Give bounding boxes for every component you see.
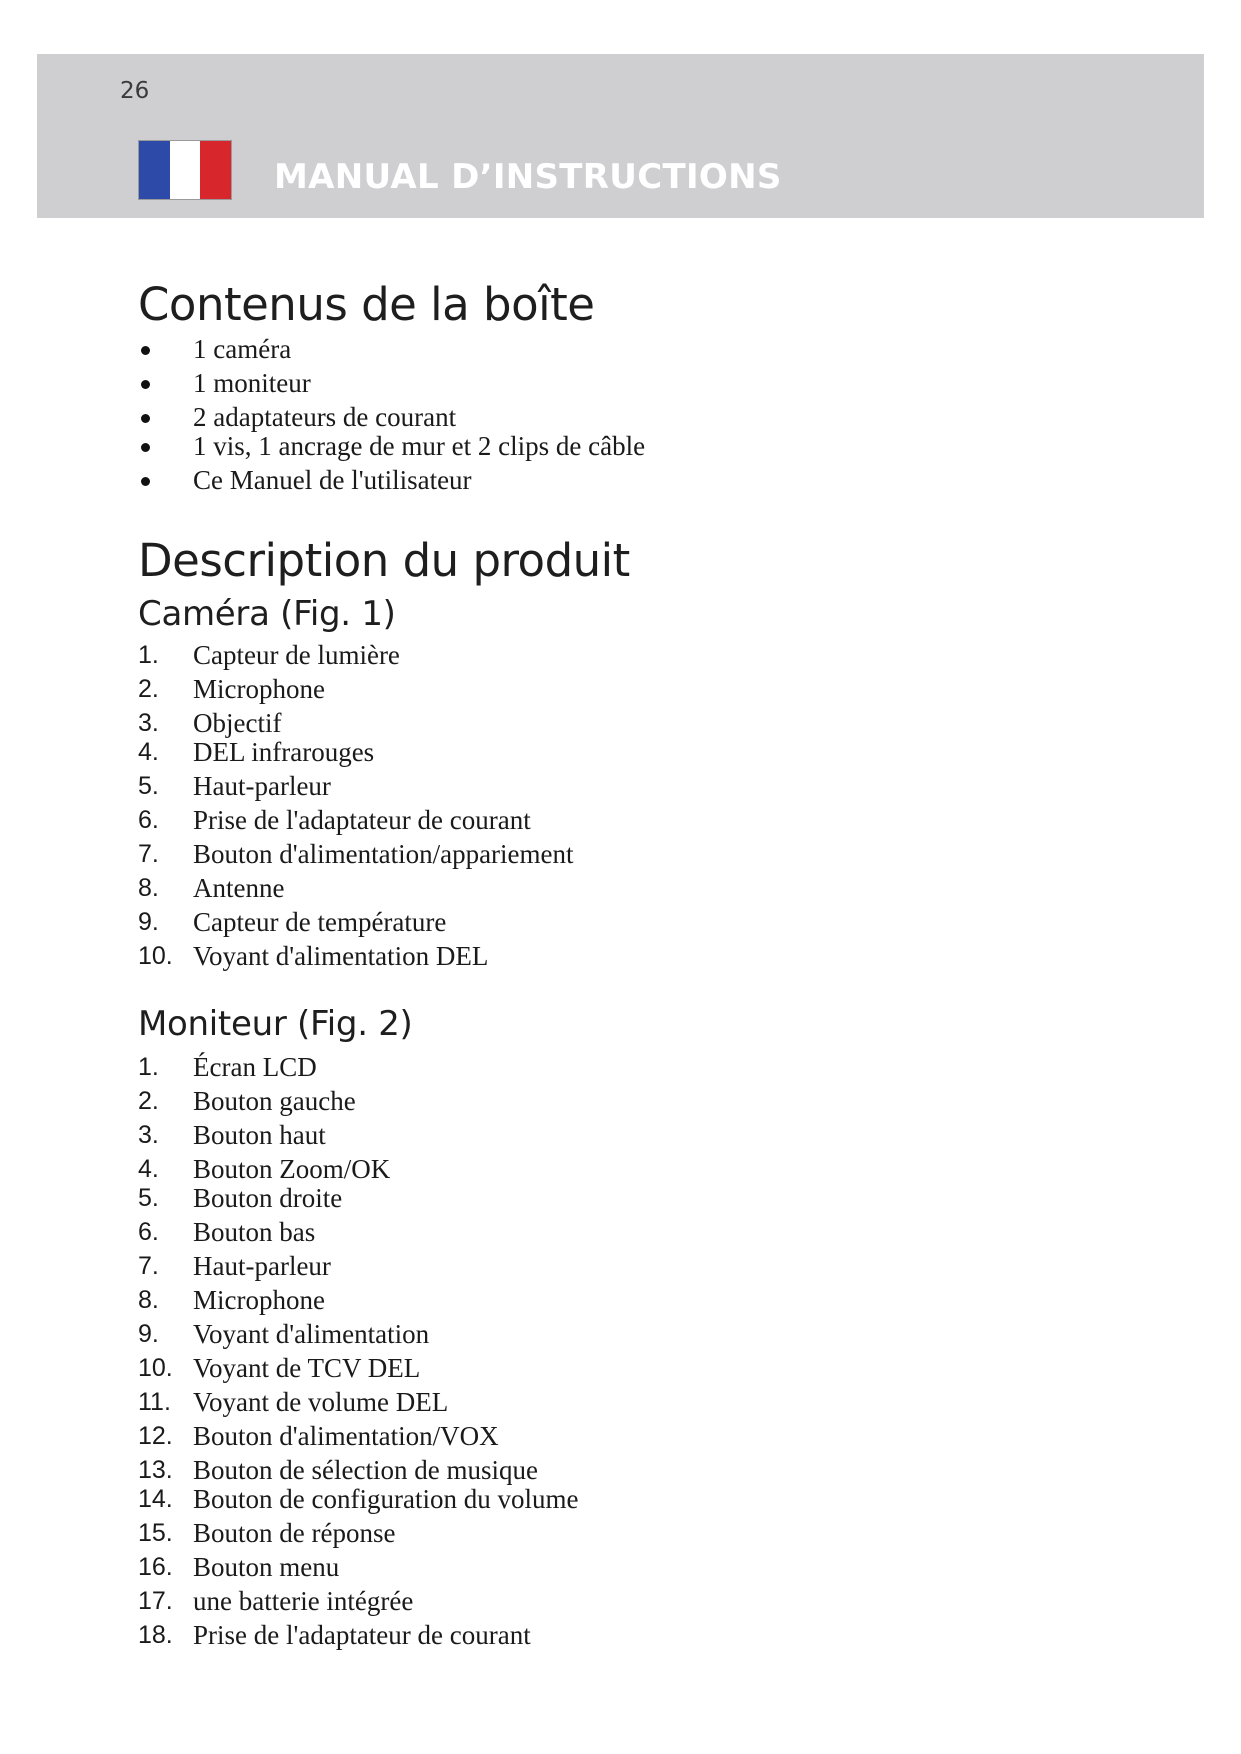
list-item-text: Haut-parleur xyxy=(193,771,331,801)
box-item-text: 2 adaptateurs de courant xyxy=(193,402,457,432)
list-item-number: 5. xyxy=(138,772,159,800)
bullet-icon xyxy=(141,414,150,423)
box-contents-heading: Contenus de la boîte xyxy=(138,278,595,331)
monitor-heading: Moniteur (Fig. 2) xyxy=(138,1004,413,1044)
list-item-text: Capteur de lumière xyxy=(193,640,400,670)
list-item-text: Prise de l'adaptateur de courant xyxy=(193,1620,531,1650)
list-item-text: une batterie intégrée xyxy=(193,1586,414,1616)
bullet-icon xyxy=(141,346,150,355)
bullet-icon xyxy=(141,477,150,486)
list-item-text: DEL infrarouges xyxy=(193,737,375,767)
list-item-text: Voyant de TCV DEL xyxy=(193,1353,421,1383)
box-item-text: Ce Manuel de l'utilisateur xyxy=(193,465,472,495)
bullet-icon xyxy=(141,380,150,389)
manual-title: MANUAL D’INSTRUCTIONS xyxy=(274,157,782,197)
box-item-text: 1 vis, 1 ancrage de mur et 2 clips de câble xyxy=(193,431,646,461)
flag-stripe-red xyxy=(200,141,231,199)
list-item-text: Bouton haut xyxy=(193,1120,326,1150)
list-item-number: 3. xyxy=(138,1121,159,1149)
list-item-text: Bouton de configuration du volume xyxy=(193,1484,579,1514)
list-item-number: 6. xyxy=(138,1218,159,1246)
list-item-number: 4. xyxy=(138,738,159,766)
list-item-number: 15. xyxy=(138,1519,173,1547)
list-item-number: 8. xyxy=(138,874,159,902)
list-item-text: Objectif xyxy=(193,708,282,738)
list-item-number: 8. xyxy=(138,1286,159,1314)
list-item-number: 6. xyxy=(138,806,159,834)
bullet-icon xyxy=(141,443,150,452)
list-item-number: 14. xyxy=(138,1485,173,1513)
list-item-number: 4. xyxy=(138,1155,159,1183)
list-item-number: 7. xyxy=(138,1252,159,1280)
list-item-number: 11. xyxy=(138,1388,171,1416)
list-item-text: Voyant d'alimentation xyxy=(193,1319,430,1349)
list-item-text: Haut-parleur xyxy=(193,1251,331,1281)
box-item-text: 1 moniteur xyxy=(193,368,311,398)
list-item-text: Bouton d'alimentation/appariement xyxy=(193,839,574,869)
list-item-text: Prise de l'adaptateur de courant xyxy=(193,805,531,835)
list-item-number: 16. xyxy=(138,1553,173,1581)
list-item-number: 5. xyxy=(138,1184,159,1212)
list-item-text: Bouton de réponse xyxy=(193,1518,396,1548)
box-item-text: 1 caméra xyxy=(193,334,292,364)
list-item-text: Bouton gauche xyxy=(193,1086,356,1116)
list-item-number: 18. xyxy=(138,1621,173,1649)
list-item-number: 2. xyxy=(138,1087,159,1115)
list-item-number: 3. xyxy=(138,709,159,737)
list-item-text: Capteur de température xyxy=(193,907,447,937)
list-item-number: 1. xyxy=(138,1053,159,1081)
list-item-text: Écran LCD xyxy=(193,1052,317,1082)
list-item-number: 9. xyxy=(138,1320,159,1348)
camera-heading: Caméra (Fig. 1) xyxy=(138,594,396,634)
page-number: 26 xyxy=(120,78,150,104)
list-item-number: 7. xyxy=(138,840,159,868)
list-item-number: 12. xyxy=(138,1422,173,1450)
list-item-text: Bouton bas xyxy=(193,1217,316,1247)
list-item-number: 10. xyxy=(138,1354,173,1382)
product-description-heading: Description du produit xyxy=(138,534,630,587)
list-item-text: Microphone xyxy=(193,674,325,704)
list-item-number: 9. xyxy=(138,908,159,936)
list-item-text: Antenne xyxy=(193,873,285,903)
list-item-text: Voyant d'alimentation DEL xyxy=(193,941,489,971)
list-item-text: Microphone xyxy=(193,1285,325,1315)
list-item-number: 1. xyxy=(138,641,159,669)
list-item-text: Bouton menu xyxy=(193,1552,340,1582)
list-item-text: Bouton d'alimentation/VOX xyxy=(193,1421,499,1451)
list-item-number: 2. xyxy=(138,675,159,703)
list-item-text: Bouton Zoom/OK xyxy=(193,1154,391,1184)
french-flag-icon xyxy=(139,141,231,199)
list-item-text: Voyant de volume DEL xyxy=(193,1387,449,1417)
list-item-number: 13. xyxy=(138,1456,173,1484)
list-item-number: 10. xyxy=(138,942,173,970)
list-item-number: 17. xyxy=(138,1587,173,1615)
flag-stripe-blue xyxy=(139,141,170,199)
list-item-text: Bouton droite xyxy=(193,1183,343,1213)
flag-stripe-white xyxy=(170,141,201,199)
list-item-text: Bouton de sélection de musique xyxy=(193,1455,538,1485)
